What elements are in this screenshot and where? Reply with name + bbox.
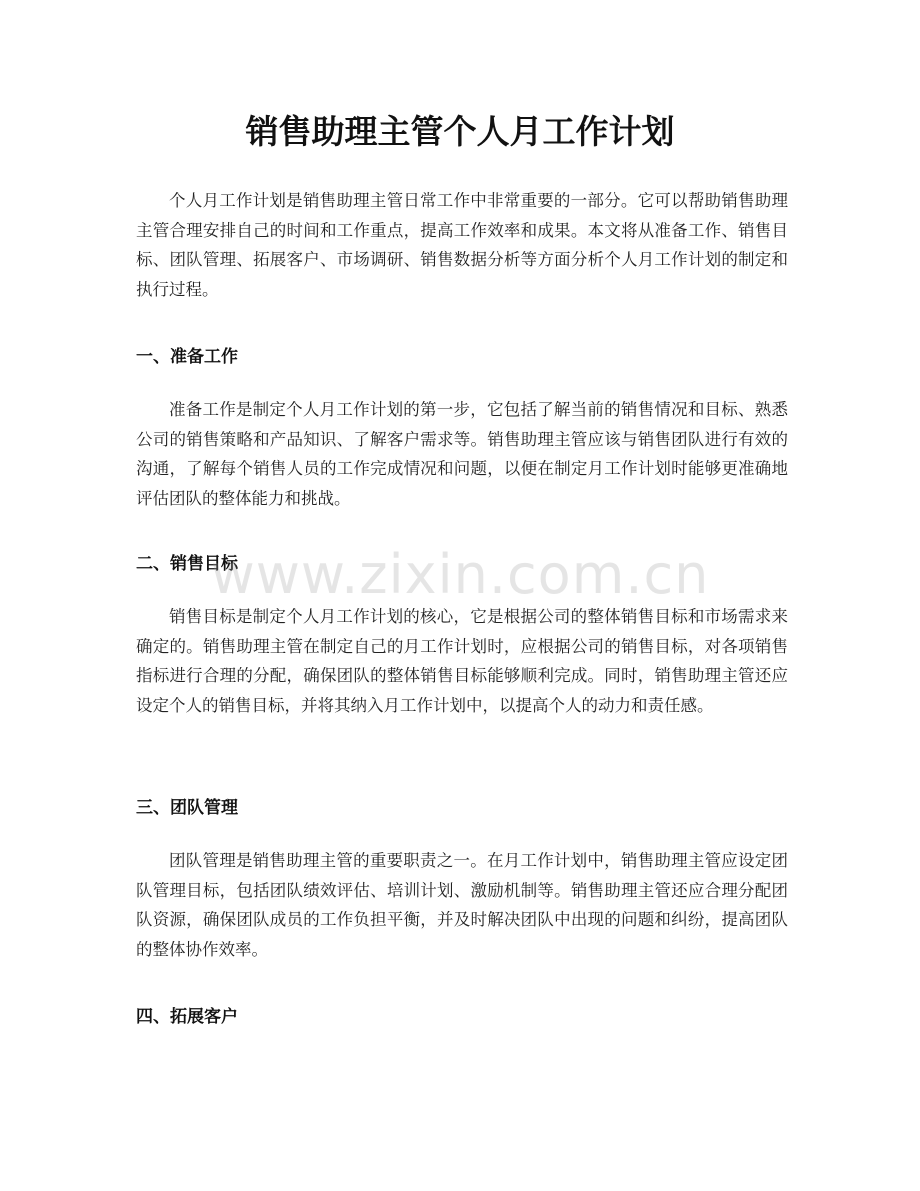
page-title: 销售助理主管个人月工作计划 — [245, 112, 675, 151]
section-body-team-management: 团队管理是销售助理主管的重要职责之一。在月工作计划中，销售助理主管应设定团队管理目标，包括团队绩效评估、培训计划、激励机制等。销售助理主管还应合理分配团队资源，确保团队成员的工作负担平衡，并及时解决团队中出现的问题和纠纷，提高团队的整体协作效率。 — [136, 851, 788, 959]
section-heading-preparation: 一、准备工作 — [136, 347, 238, 367]
watermark-text: www.zixin.com.cn — [210, 543, 710, 606]
section-heading-customer-expansion: 四、拓展客户 — [136, 1007, 238, 1027]
section-body-preparation: 准备工作是制定个人月工作计划的第一步，它包括了解当前的销售情况和目标、熟悉公司的销售策略和产品知识、了解客户需求等。销售助理主管应该与销售团队进行有效的沟通，了解每个销售人员的工作完成情况和问题，以便在制定月工作计划时能够更准确地评估团队的整体能力和挑战。 — [136, 400, 788, 508]
section-heading-sales-target: 二、销售目标 — [136, 554, 238, 574]
intro-paragraph: 个人月工作计划是销售助理主管日常工作中非常重要的一部分。它可以帮助销售助理主管合理安排自己的时间和工作重点，提高工作效率和成果。本文将从准备工作、销售目标、团队管理、拓展客户、市场调研、销售数据分析等方面分析个人月工作计划的制定和执行过程。 — [136, 191, 788, 299]
section-heading-team-management: 三、团队管理 — [136, 798, 238, 818]
section-body-sales-target: 销售目标是制定个人月工作计划的核心，它是根据公司的整体销售目标和市场需求来确定的。销售助理主管在制定自己的月工作计划时，应根据公司的销售目标，对各项销售指标进行合理的分配，确保团队的整体销售目标能够顺利完成。同时，销售助理主管还应设定个人的销售目标，并将其纳入月工作计划中，以提高个人的动力和责任感。 — [136, 607, 788, 715]
